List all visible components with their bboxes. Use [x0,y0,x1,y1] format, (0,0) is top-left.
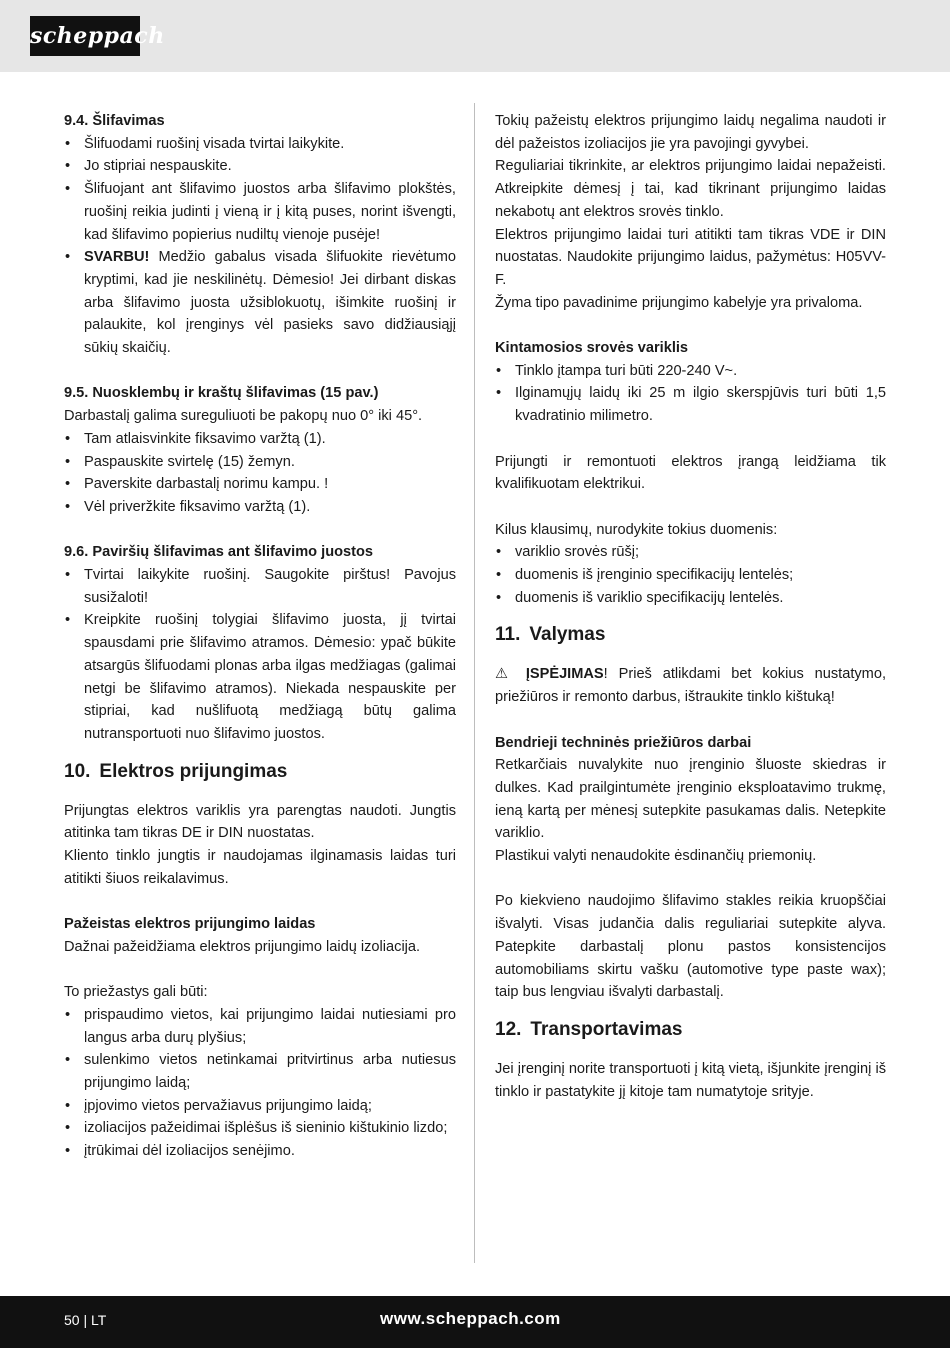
section-9-4-list [64,133,456,360]
questions-intro: Kilus klausimų, nurodykite tokius duomenis: [495,521,778,538]
list-item: • Kreipkite ruošinį tolygiai šlifavimo juosta, jį tvirtai spausdami prie šlifavimo atramos. Dėmesio: ypač būkite atsargūs šlifuodami plonas arba ilgas medžiagas (galimai netgi be šlifavimo atramos). Niekada nespauskite per stipriai, kad nušlifuotą medžiagą būtų galima nutransportuoti nuo šlifavimo juostos. [64,609,456,745]
electrician-paragraph: Prijungti ir remontuoti elektros įrangą leidžiama tik kvalifikuotam elektrikui. [495,453,886,493]
maintenance-paragraph-3: Po kiekvieno naudojimo šlifavimo stakles reikia kruopščiai išvalyti. Visas judančia dalis reguliariai sutepkite alyva. Patepkite darbastalį plonu pastos konsistencijos automobiliams skirtu vašku (automotive type paste wax); taip bus lengviau išvalyti darbastalį. [495,893,886,1001]
list-item: • Paspauskite svirtelę (15) žemyn. [64,451,456,474]
list-item: • Tvirtai laikykite ruošinį. Saugokite pirštus! Pavojus susižaloti! [64,564,456,609]
damaged-cable-text: Dažnai pažeidžiama elektros prijungimo laidų izoliacija. [64,938,421,955]
scheppach-logo: scheppach [30,16,140,56]
section-10-heading [64,760,456,784]
section-9-5-list [64,428,456,519]
cable-paragraph-2: Reguliariai tikrinkite, ar elektros prijungimo laidai nepažeisti. Atkreipkite dėmesį į tai, kad tikrinant prijungimo laidas nekabotų ant elektros srovės tinklo. [495,158,886,220]
list-item-important [64,246,456,360]
cable-paragraph-1: Tokių pažeistų elektros prijungimo laidų negalima naudoti ir dėl pažeistos izoliacijos jie yra pavojingi gyvybei. [495,113,886,152]
section-10-title: Elektros prijungimas [99,760,288,782]
important-label: SVARBU! [84,249,150,266]
damaged-cable-title: Pažeistas elektros prijungimo laidas [64,916,316,933]
section-10-paragraph-2: Kliento tinklo jungtis ir naudojamas ilginamasis laidas turi atitikti šiuos reikalavimus. [64,848,456,887]
maintenance-title: Bendrieji techninės priežiūros darbai [495,734,752,751]
section-11-title: Valymas [529,624,606,646]
list-item: • Ilginamųjų laidų iki 25 m ilgio skerspjūvis turi būti 1,5 kvadratinio milimetro. [495,382,886,427]
section-12-number: 12. [495,1018,522,1040]
warning-label: ĮSPĖJIMAS [525,666,604,683]
list-item: • Vėl priveržkite fiksavimo varžtą (1). [64,496,456,519]
maintenance-paragraph-2: Plastikui valyti nenaudokite ėsdinančių priemonių. [495,848,817,865]
section-12-title: Transportavimas [530,1018,683,1040]
list-item: • Šlifuojant ant šlifavimo juostos arba šlifavimo plokštės, ruošinį reikia judinti į vieną ir į kitą puses, norint išvengti, kad šlifavimo popierius nudiltų vienoje pusėje! [64,178,456,246]
section-12-heading [495,1018,886,1042]
section-11-number: 11. [495,624,521,646]
maintenance-paragraph-1: Retkarčiais nuvalykite nuo įrenginio šluoste skiedras ir dulkes. Kad prailgintumėte įrenginio eksploatavimo trukmę, ieną kartą per mėnesį sutepkite pasukamas dalis. Netepkite variklio. [495,757,886,842]
list-item: • duomenis iš įrenginio specifikacijų lentelės; [495,564,886,587]
section-10-paragraph-1: Prijungtas elektros variklis yra parengtas naudoti. Jungtis atitinka tam tikras DE ir DIN nuostatas. [64,802,456,842]
list-item: • sulenkimo vietos netinkamai pritvirtinus arba nutiesus prijungimo laidą; [64,1049,456,1094]
column-divider [474,103,475,1263]
list-item: • duomenis iš variklio specifikacijų lentelės. [495,587,886,610]
list-item: • Jo stipriai nespauskite. [64,155,456,178]
left-column [64,110,456,1163]
section-9-5-intro: Darbastalį galima sureguliuoti be pakopų nuo 0° iki 45°. [64,408,423,425]
website-link[interactable]: www.scheppach.com [380,1309,561,1328]
list-item: • Šlifuodami ruošinį visada tvirtai laikykite. [64,133,456,156]
list-item: • variklio srovės rūšį; [495,541,886,564]
cable-paragraph-3: Elektros prijungimo laidai turi atitikti tam tikras VDE ir DIN nuostatas. Naudokite prijungimo laidus, pažymėtus: H05VV-F. [495,226,886,288]
list-item: • įpjovimo vietos pervažiavus prijungimo laidą; [64,1095,456,1118]
warning-triangle-icon: ⚠ [495,666,515,683]
list-item: • izoliacijos pažeidimai išplėšus iš sieninio kištukinio lizdo; [64,1117,456,1140]
list-item: • Paverskite darbastalį norimu kampu. ! [64,473,456,496]
important-text: Medžio gabalus visada šlifuokite rievėtumo kryptimi, kad jie neskilinėtų. Dėmesio! Jei dirbant diskas arba šlifavimo juosta užsiblokuotų, išimkite ruošinį ir palaukite, kol įrenginys vėl pasieks savo didžiausiąjį sūkių skaičių. [84,249,456,357]
ac-motor-title: Kintamosios srovės variklis [495,340,689,357]
right-column [495,110,886,1103]
questions-list [495,541,886,609]
list-item: • įtrūkimai dėl izoliacijos senėjimo. [64,1140,456,1163]
section-9-6-title: 9.6. Paviršių šlifavimas ant šlifavimo juostos [64,544,374,561]
section-9-4-title: 9.4. Šlifavimas [64,113,165,129]
ac-motor-list [495,360,886,428]
warning-paragraph [495,663,886,708]
list-item: • prispaudimo vietos, kai prijungimo laidai nutiesiami pro langus arba durų plyšius; [64,1004,456,1049]
list-item: • Tinklo įtampa turi būti 220-240 V~. [495,360,886,383]
footer-bar [0,1296,950,1348]
transport-paragraph: Jei įrenginį norite transportuoti į kitą vietą, išjunkite įrenginį iš tinklo ir pastatykite jį kitoje tam numatytoje srityje. [495,1060,886,1100]
section-10-number: 10. [64,760,91,782]
section-9-5-title: 9.5. Nuosklembų ir kraštų šlifavimas (15 pav.) [64,385,379,402]
page-number: 50 | LT [64,1312,107,1328]
causes-intro: To priežastys gali būti: [64,984,208,1001]
warning-text: ! Prieš atlikdami bet kokius nustatymo, priežiūros ir remonto darbus, ištraukite tinklo kištuką! [495,666,886,706]
causes-list [64,1004,456,1163]
cable-paragraph-4: Žyma tipo pavadinime prijungimo kabelyje yra privaloma. [495,294,863,311]
list-item: • Tam atlaisvinkite fiksavimo varžtą (1). [64,428,456,451]
section-11-heading [495,623,886,647]
header-bar [0,0,950,72]
section-9-6-list [64,564,456,746]
